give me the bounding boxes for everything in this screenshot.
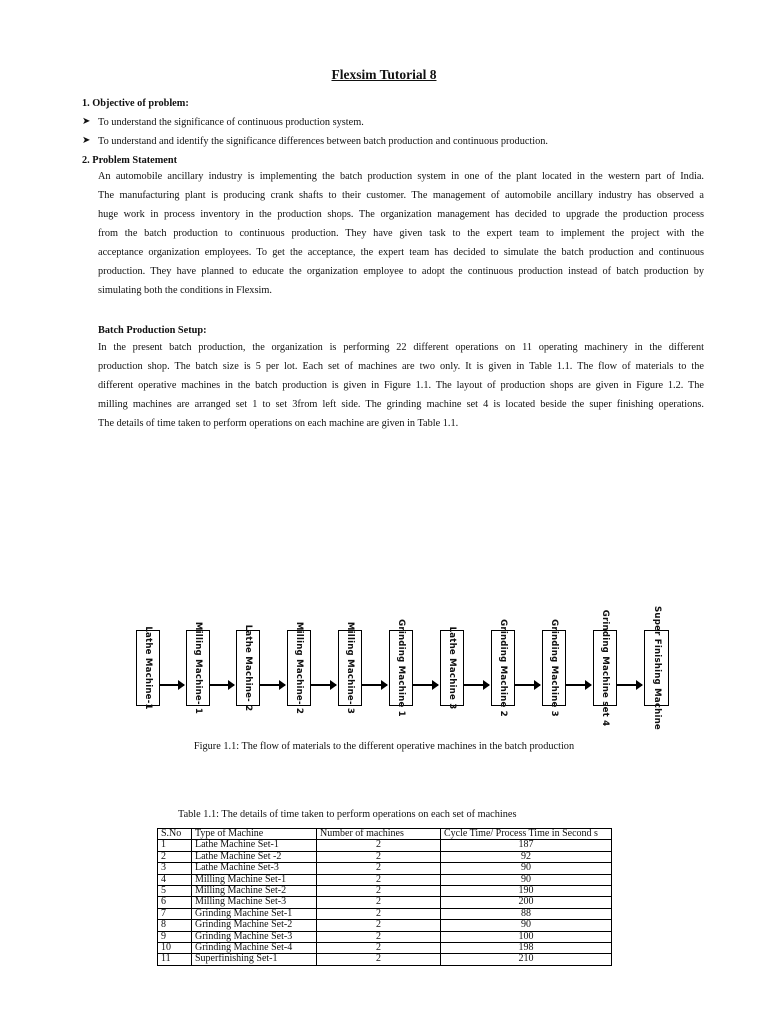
table-cell: Lathe Machine Set-3: [192, 863, 317, 874]
machine-box: [186, 621, 210, 715]
machine-time-table: [157, 828, 612, 966]
machine-label: Lathe Machine 3: [447, 626, 457, 710]
paragraph-line: huge work in process inventory in the production shops. The organization management has decided to upgrade the production process: [98, 209, 704, 220]
table-cell: 2: [317, 874, 441, 885]
table-cell: 2: [317, 943, 441, 954]
table-row: [158, 840, 612, 851]
material-flow-diagram: [136, 606, 669, 730]
table-header: Number of machines: [317, 829, 441, 840]
table-cell: 9: [158, 931, 192, 942]
section-objective-heading: 1. Objective of problem:: [82, 98, 189, 109]
machine-label: Lathe Machine-1: [143, 626, 153, 710]
table-cell: Grinding Machine Set-2: [192, 920, 317, 931]
table-row: [158, 920, 612, 931]
table-cell: 6: [158, 897, 192, 908]
table-header: Type of Machine: [192, 829, 317, 840]
flow-arrow-icon: [160, 684, 184, 686]
table-cell: 7: [158, 908, 192, 919]
table-caption: Table 1.1: The details of time taken to perform operations on each set of machines: [178, 809, 517, 820]
table-cell: 90: [441, 874, 612, 885]
table-header-row: [158, 829, 612, 840]
problem-paragraph: [98, 167, 704, 300]
table-cell: Superfinishing Set-1: [192, 954, 317, 965]
table-cell: 4: [158, 874, 192, 885]
machine-box: [542, 619, 566, 717]
table-cell: Grinding Machine Set-4: [192, 943, 317, 954]
paragraph-line: production shop. The batch size is 5 per lot. Each set of machines are two only. It is given in Table 1.1. The flow of materials to the: [98, 361, 704, 372]
paragraph-line: The details of time taken to perform operations on each machine are given in Table 1.1.: [98, 418, 459, 429]
table-cell: 1: [158, 840, 192, 851]
table-row: [158, 908, 612, 919]
section-problem-heading: 2. Problem Statement: [82, 155, 178, 166]
table-row: [158, 943, 612, 954]
table-cell: Lathe Machine Set-1: [192, 840, 317, 851]
machine-box: [236, 624, 260, 712]
machine-box: [644, 606, 669, 730]
paragraph-line: acceptance organization employees. To get the acceptance, the expert team has decided to simulate the batch production and continuous: [98, 247, 704, 258]
flow-arrow-icon: [210, 684, 234, 686]
machine-label: Grinding Machine set 4: [600, 609, 610, 727]
machine-label: Grinding Machine 1: [396, 619, 406, 717]
machine-label: Milling Machine- 3: [345, 621, 355, 715]
table-cell: Milling Machine Set-2: [192, 886, 317, 897]
table-cell: 10: [158, 943, 192, 954]
machine-box: [389, 619, 413, 717]
machine-box: [338, 621, 362, 715]
table-cell: 2: [317, 908, 441, 919]
bullet-arrow-icon: ➤: [82, 116, 91, 127]
table-cell: 100: [441, 931, 612, 942]
table-cell: 2: [317, 851, 441, 862]
table-cell: 8: [158, 920, 192, 931]
table-cell: 92: [441, 851, 612, 862]
paragraph-line: production. They have planned to educate the organization employee to adopt the continuous production instead of batch production by: [98, 266, 704, 277]
batch-setup-paragraph: [98, 338, 704, 433]
machine-label: Grinding Machine 2: [498, 619, 508, 717]
table-cell: Grinding Machine Set-1: [192, 908, 317, 919]
table-header: Cycle Time/ Process Time in Second s: [441, 829, 612, 840]
table-row: [158, 954, 612, 965]
table-cell: 2: [158, 851, 192, 862]
table-cell: 198: [441, 943, 612, 954]
table-row: [158, 931, 612, 942]
paragraph-line: An automobile ancillary industry is implementing the batch production system in one of the plant located in the western part of India.: [98, 171, 704, 182]
machine-box: [593, 609, 617, 727]
machine-label: Lathe Machine- 2: [243, 624, 253, 712]
objective-bullet-1: To understand the significance of continuous production system.: [98, 117, 364, 128]
table-row: [158, 874, 612, 885]
table-cell: Milling Machine Set-1: [192, 874, 317, 885]
flow-arrow-icon: [311, 684, 336, 686]
paragraph-line: In the present batch production, the organization is performing 22 different operations on 11 operating machinery in the different: [98, 342, 704, 353]
table-row: [158, 886, 612, 897]
table-cell: 190: [441, 886, 612, 897]
batch-setup-heading: Batch Production Setup:: [98, 325, 207, 336]
machine-label: Super Finishing Machine: [651, 606, 662, 730]
paragraph-line: from the batch production to continuous production. They have given task to the expert team to implement the project with the: [98, 228, 704, 239]
table-cell: 2: [317, 954, 441, 965]
table-cell: 90: [441, 863, 612, 874]
paragraph-line: milling machines are arranged set 1 to set 3from left side. The grinding machine set 4 is located beside the super finishing operations.: [98, 399, 704, 410]
table-cell: 2: [317, 931, 441, 942]
table-cell: 11: [158, 954, 192, 965]
flow-arrow-icon: [413, 684, 438, 686]
machine-label: Milling Machine- 2: [294, 621, 304, 715]
flow-arrow-icon: [617, 684, 642, 686]
flow-arrow-icon: [362, 684, 387, 686]
table-cell: 187: [441, 840, 612, 851]
machine-box: [287, 621, 311, 715]
flow-arrow-icon: [515, 684, 540, 686]
paragraph-line: The manufacturing plant is producing crank shafts to their customer. The management of automobile ancillary industry has observed a: [98, 190, 704, 201]
table-cell: Grinding Machine Set-3: [192, 931, 317, 942]
paragraph-line: simulating both the conditions in Flexsim.: [98, 285, 272, 296]
table-cell: 2: [317, 886, 441, 897]
page-title: Flexsim Tutorial 8: [331, 67, 437, 82]
figure-caption: Figure 1.1: The flow of materials to the different operative machines in the batch production: [193, 741, 575, 752]
machine-label: Milling Machine- 1: [193, 621, 203, 715]
table-cell: 2: [317, 840, 441, 851]
paragraph-line: different operative machines in the batch production is given in Figure 1.1. The layout of production shops are given in Figure 1.2. The: [98, 380, 704, 391]
table-cell: 88: [441, 908, 612, 919]
table-cell: 5: [158, 886, 192, 897]
table-row: [158, 851, 612, 862]
flow-arrow-icon: [464, 684, 489, 686]
table-cell: Milling Machine Set-3: [192, 897, 317, 908]
table-header: S.No: [158, 829, 192, 840]
table-cell: 2: [317, 863, 441, 874]
table-cell: 200: [441, 897, 612, 908]
flow-arrow-icon: [260, 684, 285, 686]
table-cell: Lathe Machine Set -2: [192, 851, 317, 862]
machine-label: Grinding Machine 3: [549, 619, 559, 717]
table-cell: 90: [441, 920, 612, 931]
table-cell: 3: [158, 863, 192, 874]
table-cell: 210: [441, 954, 612, 965]
machine-box: [440, 626, 464, 710]
machine-box: [491, 619, 515, 717]
flow-arrow-icon: [566, 684, 591, 686]
machine-box: [136, 626, 160, 710]
objective-bullet-2: To understand and identify the significance differences between batch production and continuous production.: [98, 136, 549, 147]
table-cell: 2: [317, 920, 441, 931]
bullet-arrow-icon: ➤: [82, 135, 91, 146]
table-row: [158, 897, 612, 908]
table-row: [158, 863, 612, 874]
table-cell: 2: [317, 897, 441, 908]
